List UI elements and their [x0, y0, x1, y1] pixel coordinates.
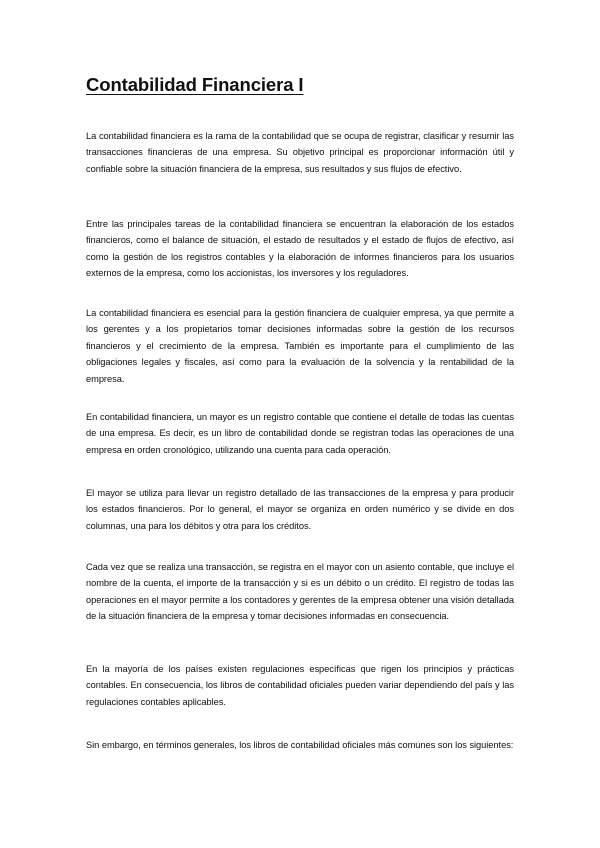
- document-title: Contabilidad Financiera I: [86, 74, 304, 95]
- paragraph-ledger-use: El mayor se utiliza para llevar un registro detallado de las transacciones de la empresa y para producir los estados financieros. Por lo general, el mayor se organiza en orden numérico y se divide en dos columnas, una para los débitos y otra para los créditos.: [86, 488, 514, 531]
- paragraph-ledger-definition: En contabilidad financiera, un mayor es un registro contable que contiene el detalle de todas las cuentas de una empresa. Es decir, es un libro de contabilidad donde se registran todas las operaciones de una empresa en orden cronológico, utilizando una cuenta para cada operación.: [86, 412, 514, 455]
- paragraph-importance: La contabilidad financiera es esencial para la gestión financiera de cualquier empresa, ya que permite a los gerentes y a los propietarios tomar decisiones informadas sobre la gestión de los recursos financieros y el crecimiento de la empresa. También es importante para el cumplimiento de las obligaciones legales y fiscales, así como para la evaluación de la solvencia y la rentabilidad de la empresa.: [86, 308, 514, 384]
- paragraph-journal-entry: Cada vez que se realiza una transacción, se registra en el mayor con un asiento contable, que incluye el nombre de la cuenta, el importe de la transacción y si es un débito o un crédito. El registro de todas las operaciones en el mayor permite a los contadores y gerentes de la empresa obtener una visión detallada de la situación financiera de la empresa y tomar decisiones informadas en consecuencia.: [86, 562, 514, 622]
- paragraph-tasks: Entre las principales tareas de la contabilidad financiera se encuentran la elaboración de los estados financieros, como el balance de situación, el estado de resultados y el estado de flujos de efectivo, así como la gestión de los registros contables y la elaboración de informes financieros para los usuarios externos de la empresa, como los accionistas, los inversores y los reguladores.: [86, 219, 514, 279]
- paragraph-official-books: Sin embargo, en términos generales, los libros de contabilidad oficiales más comunes son los siguientes:: [86, 740, 514, 750]
- paragraph-regulations: En la mayoría de los países existen regulaciones específicas que rigen los principios y prácticas contables. En consecuencia, los libros de contabilidad oficiales pueden variar dependiendo del país y las regulaciones contables aplicables.: [86, 664, 514, 707]
- paragraph-definition: La contabilidad financiera es la rama de la contabilidad que se ocupa de registrar, clasificar y resumir las transacciones financieras de una empresa. Su objetivo principal es proporcionar información útil y confiable sobre la situación financiera de la empresa, sus resultados y sus flujos de efectivo.: [86, 131, 514, 174]
